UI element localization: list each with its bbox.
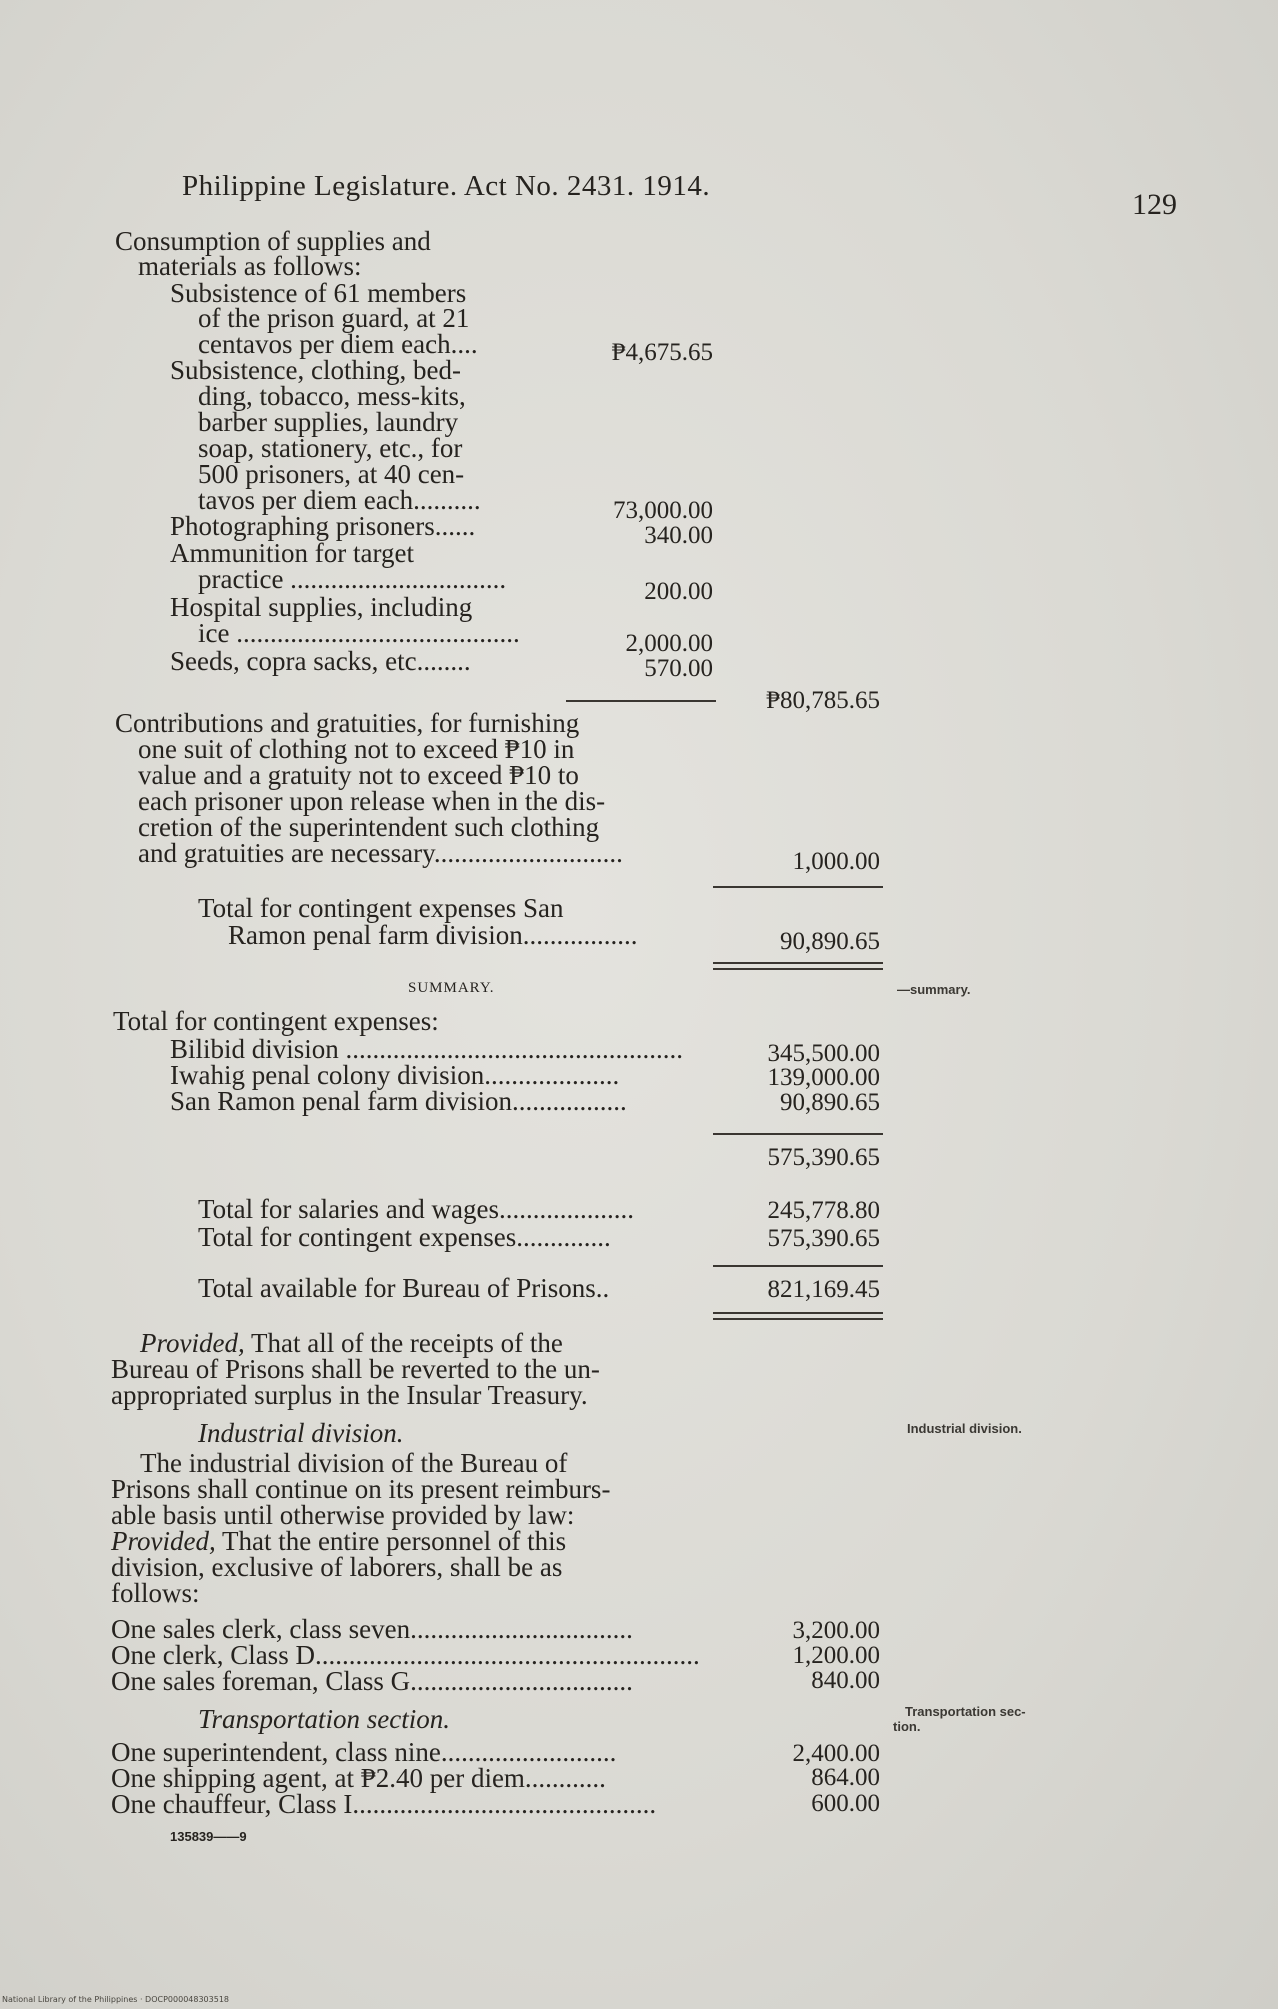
salaries-amount: 245,778.80	[767, 1197, 880, 1224]
san-ramon-total-line-2: Ramon penal farm division.................	[228, 920, 638, 950]
supply-item-line: of the prison guard, at 21	[198, 303, 470, 333]
double-rule	[713, 962, 883, 970]
contributions-line: Contributions and gratuities, for furnishing	[115, 708, 580, 738]
san-ramon-total-amount: 90,890.65	[780, 928, 880, 955]
supply-item-line: tavos per diem each..........	[198, 485, 481, 515]
contingent-amount: 575,390.65	[767, 1225, 880, 1252]
supply-item-line: ding, tobacco, mess-kits,	[198, 381, 466, 411]
page-number: 129	[1132, 188, 1177, 221]
supply-item-line: Subsistence of 61 members	[170, 278, 467, 308]
summary-row-amount: 90,890.65	[780, 1089, 880, 1116]
contributions-amount: 1,000.00	[792, 848, 880, 875]
contributions-line: value and a gratuity not to exceed ₱10 to	[138, 760, 579, 790]
summary-row-label: San Ramon penal farm division.................	[170, 1086, 627, 1116]
rule	[713, 886, 883, 888]
supply-item-line: centavos per diem each....	[198, 329, 478, 359]
provided-word: Provided,	[111, 1526, 216, 1556]
available-label: Total available for Bureau of Prisons..	[198, 1273, 610, 1303]
summary-margin-note: —summary.	[897, 982, 971, 997]
industrial-margin-note: Industrial division.	[907, 1421, 1022, 1436]
summary-row-label: Bilibid division ..................................................	[170, 1034, 684, 1064]
personnel-row-label: One superintendent, class nine..........................	[111, 1737, 617, 1767]
contingent-label: Total for contingent expenses..............	[198, 1222, 611, 1252]
supply-item-line: Photographing prisoners......	[170, 511, 476, 541]
running-title: Philippine Legislature. Act No. 2431. 1914.	[182, 170, 711, 202]
industrial-line: division, exclusive of laborers, shall be as	[111, 1552, 563, 1582]
proviso-line: appropriated surplus in the Insular Treasury.	[111, 1380, 588, 1410]
supply-item-line: soap, stationery, etc., for	[198, 433, 463, 463]
contributions-line: and gratuities are necessary............................	[138, 838, 623, 868]
san-ramon-total-line-1: Total for contingent expenses San	[198, 893, 564, 923]
industrial-line	[111, 1528, 566, 1555]
supply-item-line: ice ..........................................	[198, 618, 520, 648]
supply-item-amount: 340.00	[644, 522, 713, 549]
supply-item-line: barber supplies, laundry	[198, 407, 459, 437]
personnel-row-amount: 1,200.00	[792, 1642, 880, 1669]
provided-word: Provided,	[140, 1328, 245, 1358]
scan-credit: National Library of the Philippines · DOCP000048303518	[2, 1995, 229, 2004]
transportation-margin-note-2: tion.	[893, 1719, 921, 1734]
salaries-label: Total for salaries and wages....................	[198, 1194, 634, 1224]
supplies-intro-2: materials as follows:	[138, 251, 362, 281]
personnel-row-amount: 840.00	[811, 1667, 880, 1694]
summary-heading: SUMMARY.	[408, 980, 495, 996]
supplies-intro-1: Consumption of supplies and	[115, 226, 431, 256]
summary-row-amount: 345,500.00	[767, 1040, 880, 1067]
industrial-text: That the entire personnel of this	[215, 1526, 567, 1556]
industrial-line: follows:	[111, 1578, 200, 1608]
printer-signature: 135839——9	[170, 1829, 247, 1844]
personnel-row-label: One clerk, Class D.........................................................	[111, 1640, 700, 1670]
rule	[713, 1133, 883, 1135]
available-amount: 821,169.45	[767, 1276, 880, 1303]
supplies-subtotal: ₱80,785.65	[766, 687, 880, 714]
rule	[713, 1265, 883, 1267]
supply-item-amount: 200.00	[644, 578, 713, 605]
industrial-line: Prisons shall continue on its present reimburs-	[111, 1474, 611, 1504]
supply-item-line: Hospital supplies, including	[170, 592, 473, 622]
personnel-row-amount: 600.00	[811, 1790, 880, 1817]
supply-item-amount: ₱4,675.65	[611, 339, 713, 366]
transportation-margin-note-1: Transportation sec-	[905, 1704, 1026, 1719]
personnel-row-label: One sales clerk, class seven.................................	[111, 1614, 633, 1644]
industrial-heading: Industrial division.	[198, 1418, 404, 1448]
summary-row-amount: 139,000.00	[767, 1064, 880, 1091]
proviso-text: That all of the receipts of the	[244, 1328, 563, 1358]
contributions-line: cretion of the superintendent such clothing	[138, 812, 600, 842]
rule	[566, 700, 716, 702]
personnel-row-amount: 864.00	[811, 1764, 880, 1791]
contributions-line: one suit of clothing not to exceed ₱10 in	[138, 734, 575, 764]
contingent-sum: 575,390.65	[767, 1144, 880, 1171]
industrial-line: The industrial division of the Bureau of	[140, 1448, 568, 1478]
double-rule	[713, 1312, 883, 1320]
transportation-heading: Transportation section.	[198, 1704, 451, 1734]
supply-item-line: Seeds, copra sacks, etc........	[170, 646, 471, 676]
proviso-line-1	[140, 1330, 563, 1357]
supply-item-line: 500 prisoners, at 40 cen-	[198, 459, 465, 489]
contributions-line: each prisoner upon release when in the dis-	[138, 786, 606, 816]
supply-item-line: Ammunition for target	[170, 538, 414, 568]
personnel-row-amount: 2,400.00	[792, 1740, 880, 1767]
supply-item-amount: 570.00	[644, 655, 713, 682]
personnel-row-label: One chauffeur, Class I.............................................	[111, 1789, 657, 1819]
proviso-line: Bureau of Prisons shall be reverted to the un-	[111, 1354, 600, 1384]
supply-item-amount: 73,000.00	[613, 497, 713, 524]
supply-item-line: practice ................................	[198, 564, 507, 594]
personnel-row-amount: 3,200.00	[792, 1617, 880, 1644]
industrial-line: able basis until otherwise provided by law:	[111, 1500, 575, 1530]
summary-row-label: Iwahig penal colony division....................	[170, 1060, 620, 1090]
personnel-row-label: One sales foreman, Class G.................................	[111, 1666, 633, 1696]
summary-intro: Total for contingent expenses:	[113, 1006, 439, 1036]
supply-item-line: Subsistence, clothing, bed-	[170, 355, 461, 385]
personnel-row-label: One shipping agent, at ₱2.40 per diem............	[111, 1763, 606, 1793]
supply-item-amount: 2,000.00	[625, 630, 713, 657]
